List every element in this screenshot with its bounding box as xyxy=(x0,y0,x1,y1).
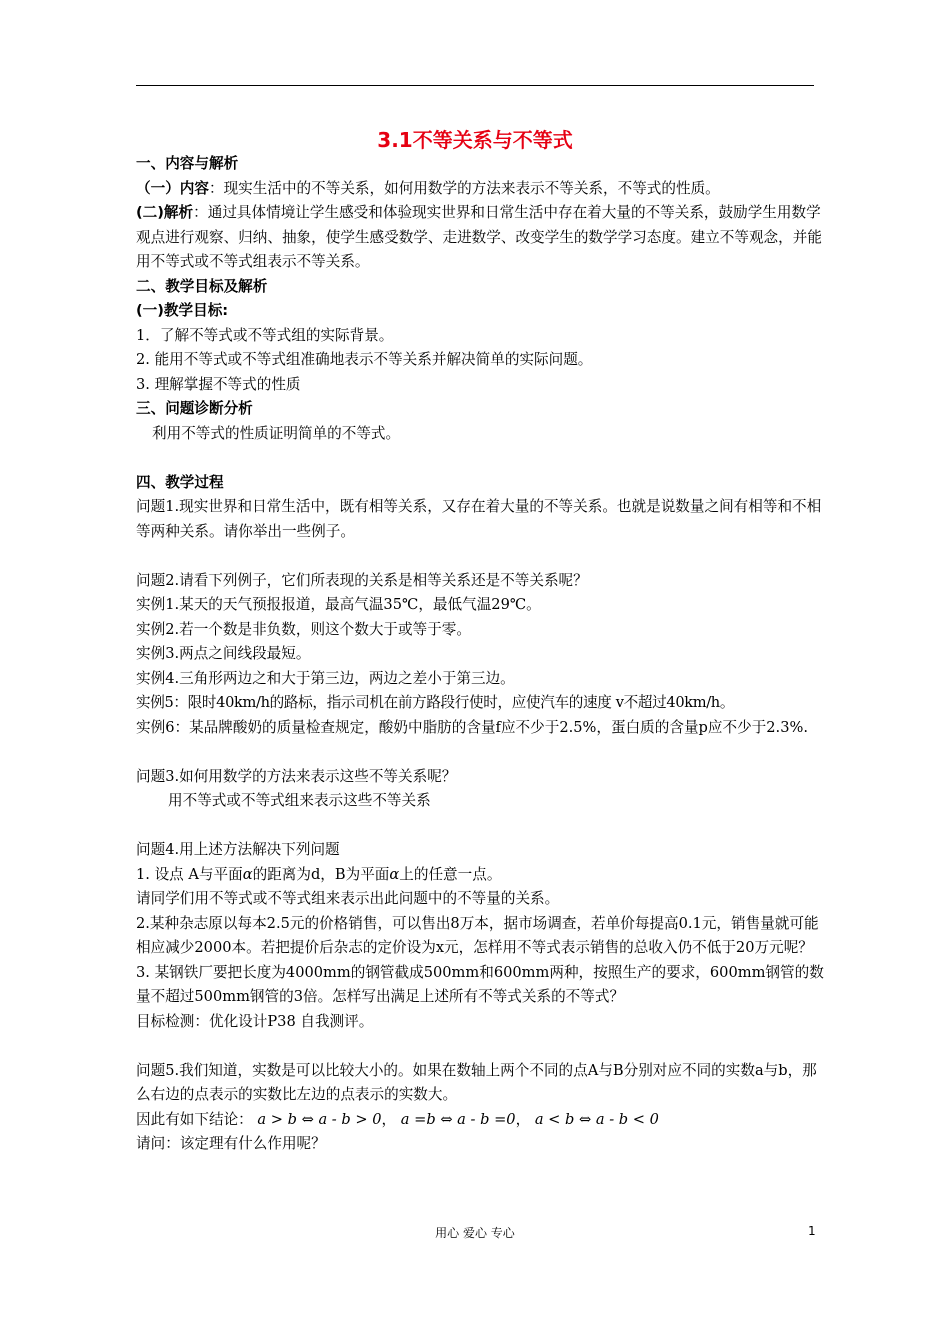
question-3-answer: 用不等式或不等式组来表示这些不等关系 xyxy=(168,792,431,809)
goal-item: 3. 理解掌握不等式的性质 xyxy=(136,375,301,393)
question-2: 问题2.请看下列例子，它们所表现的关系是相等关系还是不等关系呢？ xyxy=(136,571,588,589)
conclusion-line xyxy=(136,1108,826,1133)
problem-1-text-c: 上的任意一点。 xyxy=(399,865,502,883)
section-1-heading: 一、内容与解析 xyxy=(136,155,239,172)
section-2-heading: 二、教学目标及解析 xyxy=(136,277,268,295)
header-rule xyxy=(136,85,814,86)
problem-1 xyxy=(136,863,826,888)
problem-1-text-a: 1. 设点 A与平面 xyxy=(136,865,243,883)
content-text: ：现实生活中的不等关系，如何用数学的方法来表示不等关系，不等式的性质。 xyxy=(208,179,720,197)
problem-3: 3. 某钢铁厂要把长度为4000mm的钢管截成500mm和600mm两种，按照生产的要求，600mm钢管的数量不超过500mm钢管的3倍。怎样写出满足上述所有不等式关系的不等式？ xyxy=(136,963,824,1005)
example-item: 实例5：限时40km/h的路标，指示司机在前方路段行使时，应使汽车的速度 v不超过40km/h。 xyxy=(136,694,735,711)
section-3-heading: 三、问题诊断分析 xyxy=(136,400,253,417)
example-item: 实例4.三角形两边之和大于第三边，两边之差小于第三边。 xyxy=(136,669,515,687)
question-4: 问题4.用上述方法解决下列问题 xyxy=(136,841,340,858)
separator: ， xyxy=(381,1110,397,1128)
page-number: 1 xyxy=(808,1224,816,1238)
alpha-symbol: α xyxy=(389,865,400,883)
section-4-heading: 四、教学过程 xyxy=(136,473,224,491)
separator: ， xyxy=(515,1110,531,1128)
example-item: 实例1.某天的天气预报报道，最高气温35℃，最低气温29℃。 xyxy=(136,596,541,613)
document-body xyxy=(136,152,826,1157)
goals-subheading: (一)教学目标: xyxy=(136,302,229,319)
analysis-text: ：通过具体情境让学生感受和体验现实世界和日常生活中存在着大量的不等关系，鼓励学生用数学观点进行观察、归纳、抽象，使学生感受数学、走进数学、改变学生的数学学习态度。建立不等观念，并能用不等式或不等式组表示不等关系。 xyxy=(136,204,822,270)
content-label: （一）内容 xyxy=(136,179,209,197)
analysis-paragraph xyxy=(136,201,826,275)
diagnosis-text: 利用不等式的性质证明简单的不等式。 xyxy=(152,424,401,442)
problem-1-line-2: 请同学们用不等式或不等式组来表示出此问题中的不等量的关系。 xyxy=(136,890,560,907)
goal-item: 2. 能用不等式或不等式组准确地表示不等关系并解决简单的实际问题。 xyxy=(136,351,593,368)
goal-item: 1．了解不等式或不等式组的实际背景。 xyxy=(136,326,394,344)
footer-text: 用心 爱心 专心 xyxy=(435,1226,515,1240)
example-item: 实例3.两点之间线段最短。 xyxy=(136,645,311,662)
content-paragraph xyxy=(136,177,826,202)
question-5: 问题5.我们知道，实数是可以比较大小的。如果在数轴上两个不同的点A与B分别对应不同的实数a与b，那么右边的点表示的实数比左边的点表示的实数大。 xyxy=(136,1061,817,1103)
question-3: 问题3.如何用数学的方法来表示这些不等关系呢？ xyxy=(136,767,457,785)
problem-1-text-b: 的距离为d，B为平面 xyxy=(252,865,390,883)
closing-question: 请问：该定理有什么作用呢？ xyxy=(136,1135,326,1152)
page-title: 3.1不等关系与不等式 xyxy=(377,128,573,152)
formula-equal: a =b ⇔ a - b =0 xyxy=(400,1110,516,1128)
conclusion-prefix: 因此有如下结论： xyxy=(136,1110,253,1128)
target-check: 目标检测：优化设计P38 自我测评。 xyxy=(136,1012,374,1030)
analysis-label: (二)解析 xyxy=(136,204,194,221)
formula-greater: a > b ⇔ a - b > 0 xyxy=(257,1110,382,1128)
alpha-symbol: α xyxy=(242,865,253,883)
example-item: 实例6：某品牌酸奶的质量检查规定，酸奶中脂肪的含量f应不少于2.5%，蛋白质的含量p应不少于2.3%. xyxy=(136,718,808,736)
example-item: 实例2.若一个数是非负数，则这个数大于或等于零。 xyxy=(136,620,471,638)
question-1: 问题1.现实世界和日常生活中，既有相等关系，又存在着大量的不等关系。也就是说数量之间有相等和不相等两种关系。请你举出一些例子。 xyxy=(136,498,822,540)
problem-2: 2.某种杂志原以每本2.5元的价格销售，可以售出8万本，据市场调查，若单价每提高0.1元，销售量就可能相应减少2000本。若把提价后杂志的定价设为x元，怎样用不等式表示销售的总收入仍不低于20万元呢？ xyxy=(136,914,819,956)
formula-less: a < b ⇔ a - b < 0 xyxy=(534,1110,659,1128)
